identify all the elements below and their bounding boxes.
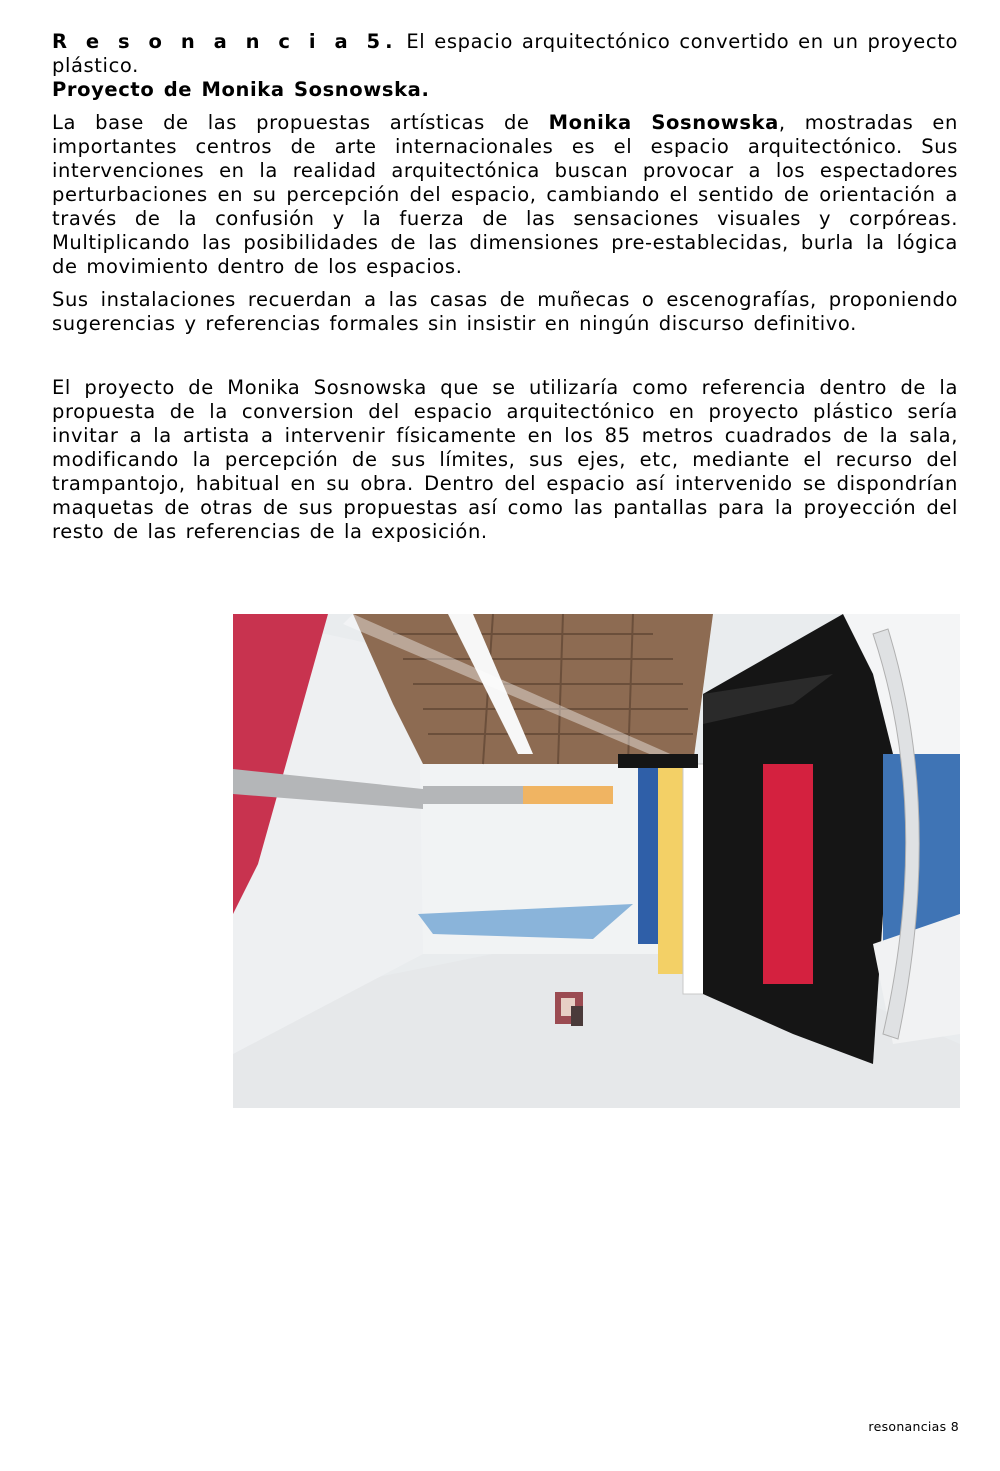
installation-photo — [233, 614, 960, 1108]
paragraph-1-after: , mostradas en importantes centros de arte internacionales es el espacio arquitectónico. Sus intervenciones en la realidad arquitectónica buscan provocar a los espectadores perturbaciones en su percepción del espacio, cambiando el sentido de orientación a través de la confusión y la fuerza de las sensaciones visuales y corpóreas. Multiplicando las posibilidades de las dimensiones pre-establecidas, burla la lógica de movimiento dentro de los espacios. — [52, 111, 958, 278]
paragraph-3: El proyecto de Monika Sosnowska que se utilizaría como referencia dentro de la propuesta de la conversion del espacio arquitectónico en proyecto plástico sería invitar a la artista a intervenir físicamente en los 85 metros cuadrados de la sala, modificando la percepción de sus límites, sus ejes, etc, mediante el recurso del trampantojo, habitual en su obra. Dentro del espacio así intervenido se dispondrían maquetas de otras de sus propuestas así como las pantallas para la proyección del resto de las referencias de la exposición. — [52, 376, 958, 543]
paragraph-1 — [52, 111, 958, 279]
paragraph-2: Sus instalaciones recuerdan a las casas de muñecas o escenografías, proponiendo sugerencias y referencias formales sin insistir en ningún discurso definitivo. — [52, 288, 958, 335]
body-text — [52, 30, 958, 553]
heading-label: R e s o n a n c i a 5. — [52, 30, 398, 53]
heading-rest: El espacio arquitectónico convertido en un proyecto plástico. — [52, 30, 958, 77]
heading — [52, 30, 958, 102]
heading-subtitle: Proyecto de Monika Sosnowska. — [52, 78, 430, 101]
installation-photo-illustration — [233, 614, 960, 1108]
page-footer: resonancias 8 — [868, 1419, 959, 1434]
artist-name: Monika Sosnowska — [548, 111, 779, 134]
paragraph-1-before: La base de las propuestas artísticas de — [52, 111, 549, 134]
